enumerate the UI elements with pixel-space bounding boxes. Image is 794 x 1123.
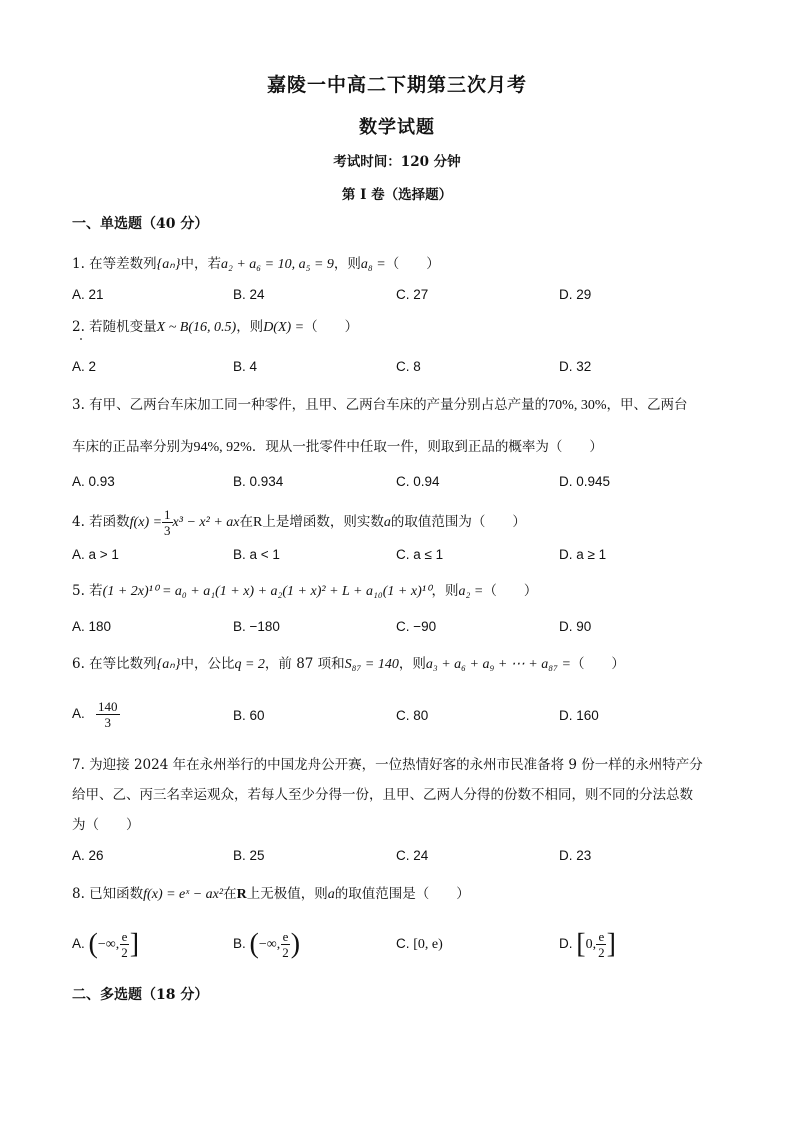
q8-option-a-body: −∞,: [97, 937, 120, 952]
q6-option-a-denominator: 3: [104, 714, 112, 730]
q3-option-b: B. 0.934: [233, 474, 284, 489]
q6-option-a-label: A.: [72, 706, 85, 721]
q7-option-c: C. 24: [396, 848, 429, 863]
q1-text-a: 1. 在等差数列: [72, 256, 157, 272]
q6-target-sum: a₃ + a₆ + a₉ + ⋯ + a₈₇ =: [425, 657, 571, 672]
q7-option-b: B. 25: [233, 848, 265, 863]
q6-option-d: D. 160: [559, 708, 599, 723]
exam-title: 嘉陵一中高二下期第三次月考: [266, 74, 527, 96]
q2-option-d: D. 32: [559, 359, 592, 374]
question-6: [72, 654, 625, 675]
q4-text-a: 4. 若函数: [72, 514, 130, 530]
q8-option-a-fraction: [119, 929, 130, 960]
q6-ratio: q = 2: [234, 657, 265, 672]
q8-option-b-left-bracket: (: [249, 928, 259, 960]
q6-sum-value: S₈₇ = 140: [344, 657, 399, 672]
q8-text-b: 在: [223, 886, 237, 902]
question-1: [72, 254, 440, 275]
q4-expression: x³ − x² + ax: [172, 515, 240, 530]
q5-option-c: C. −90: [396, 619, 437, 634]
q1-text-c: ，则: [333, 256, 361, 272]
q2-target: D(X) =: [263, 320, 305, 335]
q3-line2-percent: 94%, 92%: [193, 440, 252, 455]
q6-text-e: （ ）: [570, 656, 625, 672]
q8-option-d-denominator: 2: [598, 944, 605, 960]
volume-heading: 第 I 卷（选择题）: [341, 187, 453, 203]
q8-option-b: [233, 923, 300, 966]
q1-option-a: A. 21: [72, 287, 104, 302]
q8-option-c-body: [0, e): [413, 937, 443, 952]
q8-real-set: R: [236, 887, 247, 902]
q4-fraction-denominator: 3: [164, 523, 171, 538]
q2-option-b: B. 4: [233, 359, 258, 374]
q4-fraction: [162, 507, 173, 538]
q8-option-a-numerator: e: [121, 928, 128, 944]
q3-line1-text-a: 3. 有甲、乙两台车床加工同一种零件，且甲、乙两台车床的产量分别占总产量的: [72, 397, 549, 413]
q8-option-b-fraction: [280, 929, 291, 960]
q8-option-b-label: B.: [233, 936, 246, 951]
q8-function: f(x) = eˣ − ax²: [143, 887, 224, 902]
q8-option-d: [559, 923, 616, 966]
q1-text-b: 中，若: [180, 256, 221, 272]
q4-text-d: 的取值范围为（ ）: [390, 514, 526, 530]
q2-text-b: ，则: [236, 319, 264, 335]
question-2: [72, 317, 358, 338]
q2-distribution: X ~ B(16, 0.5): [156, 320, 237, 335]
question-7-line-3: 为（ ）: [72, 817, 140, 833]
q4-option-d: D. a ≥ 1: [559, 547, 607, 562]
q4-param: a: [383, 515, 391, 530]
q8-option-a-right-bracket: ]: [129, 928, 140, 960]
q4-option-b: B. a < 1: [233, 547, 280, 562]
q6-sequence: {aₙ}: [156, 657, 181, 672]
q7-option-a: A. 26: [72, 848, 104, 863]
q4-text-b: 在: [239, 514, 253, 530]
q5-target: a₂ =: [458, 584, 484, 599]
section-multi-choice: 二、多选题（18 分）: [72, 987, 209, 1003]
q2-option-a: A. 2: [72, 359, 97, 374]
q5-option-b: B. −180: [233, 619, 280, 634]
q1-condition: a₂ + a₆ = 10, a₅ = 9: [220, 257, 334, 272]
q5-text-b: ，则: [431, 583, 459, 599]
q1-sequence: {aₙ}: [156, 257, 181, 272]
q8-option-b-numerator: e: [282, 928, 289, 944]
q6-option-c: C. 80: [396, 708, 429, 723]
q5-option-a: A. 180: [72, 619, 112, 634]
q8-option-a-left-bracket: (: [88, 928, 98, 960]
q6-option-a: [72, 694, 120, 734]
question-3-line-1: [72, 395, 688, 416]
q3-line1-text-b: ，甲、乙两台: [606, 397, 688, 413]
q3-line2-text-b: ．现从一批零件中任取一件，则取到正品的概率为（ ）: [251, 439, 603, 455]
q4-text-c: 上是增函数，则实数: [262, 514, 384, 530]
q6-text-c: ，前 87 项和: [264, 656, 345, 672]
q6-text-b: 中，公比: [180, 656, 235, 672]
q8-option-b-right-bracket: ): [290, 928, 301, 960]
q3-option-d: D. 0.945: [559, 474, 611, 489]
q6-option-a-fraction: [96, 699, 120, 730]
q8-option-b-denominator: 2: [282, 944, 289, 960]
q8-option-d-fraction: [596, 929, 607, 960]
q5-option-d: D. 90: [559, 619, 592, 634]
q4-function: f(x) =: [129, 515, 163, 530]
q8-option-d-body: 0,: [585, 937, 597, 952]
q8-option-d-label: D.: [559, 936, 573, 951]
q8-option-c-label: C.: [396, 936, 410, 951]
q4-option-c: C. a ≤ 1: [396, 547, 444, 562]
q4-option-a: A. a > 1: [72, 547, 119, 562]
q8-option-b-body: −∞,: [258, 937, 281, 952]
q1-option-b: B. 24: [233, 287, 265, 302]
q2-text-a: 2. 若随机变量: [72, 319, 157, 335]
exam-time: 考试时间：120 分钟: [333, 154, 461, 170]
exam-subtitle: 数学试题: [359, 117, 435, 138]
q5-expansion: (1 + 2x)¹⁰ = a₀ + a₁(1 + x) + a₂(1 + x)² + L + a₁₀(1 + x)¹⁰: [102, 584, 432, 599]
q8-option-d-left-bracket: [: [576, 928, 586, 960]
q8-text-d: 的取值范围是（ ）: [334, 886, 470, 902]
question-7-line-2: 给甲、乙、丙三名幸运观众，若每人至少分得一份，且甲、乙两人分得的份数不相同，则不同的分法总数: [72, 787, 693, 803]
q1-option-d: D. 29: [559, 287, 592, 302]
q3-line1-percent: 70%, 30%: [548, 398, 607, 413]
q8-option-a: [72, 923, 139, 966]
question-3-line-2: [72, 437, 603, 458]
question-5: [72, 581, 537, 602]
stray-dot: [80, 338, 82, 340]
q1-target: a₈ =: [360, 257, 386, 272]
q5-text-a: 5. 若: [72, 583, 103, 599]
q6-option-b: B. 60: [233, 708, 265, 723]
question-7-line-1: 7. 为迎接 2024 年在永州举行的中国龙舟公开赛，一位热情好客的永州市民准备将 9 份一样的永州特产分: [72, 757, 703, 773]
q3-option-a: A. 0.93: [72, 474, 115, 489]
q3-line2-text-a: 车床的正品率分别为: [72, 439, 194, 455]
q4-fraction-numerator: 1: [164, 507, 171, 522]
q4-real-set: R: [252, 515, 263, 530]
q8-text-c: 上无极值，则: [246, 886, 328, 902]
q5-text-c: （ ）: [483, 583, 538, 599]
q1-option-c: C. 27: [396, 287, 429, 302]
q6-text-d: ，则: [398, 656, 426, 672]
q8-option-c: [396, 936, 443, 953]
q8-option-a-label: A.: [72, 936, 85, 951]
q8-option-d-numerator: e: [598, 928, 605, 944]
q6-option-a-numerator: 140: [98, 698, 118, 714]
q2-option-c: C. 8: [396, 359, 421, 374]
q8-option-d-right-bracket: ]: [606, 928, 616, 960]
q2-text-c: （ ）: [304, 319, 359, 335]
q1-text-d: （ ）: [385, 256, 440, 272]
question-8: [72, 884, 470, 905]
q7-option-d: D. 23: [559, 848, 592, 863]
q8-param: a: [327, 887, 335, 902]
question-4: [72, 505, 526, 540]
q6-text-a: 6. 在等比数列: [72, 656, 157, 672]
section-single-choice: 一、单选题（40 分）: [72, 216, 209, 232]
q3-option-c: C. 0.94: [396, 474, 440, 489]
q8-text-a: 8. 已知函数: [72, 886, 144, 902]
q8-option-a-denominator: 2: [121, 944, 128, 960]
